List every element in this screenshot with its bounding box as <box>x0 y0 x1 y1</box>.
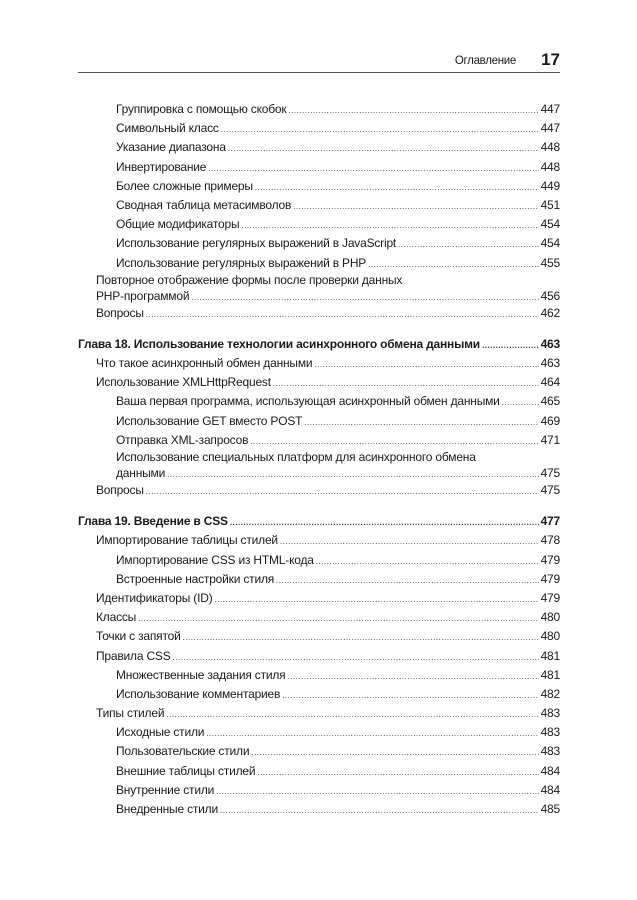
entry-page: 483 <box>540 706 560 721</box>
entry-title: Использование комментариев <box>116 686 281 701</box>
entry-page: 456 <box>540 288 560 303</box>
dot-leader <box>293 197 538 216</box>
entry-page: 475 <box>540 483 560 497</box>
entry-page: 451 <box>540 197 560 212</box>
page-number: 17 <box>541 50 560 69</box>
dot-leader <box>183 628 539 647</box>
entry-page: 463 <box>540 336 560 351</box>
entry-page: 479 <box>540 571 560 586</box>
dot-leader <box>146 482 539 501</box>
toc-entry <box>78 354 560 373</box>
entry-title: Использование GET вместо POST <box>116 413 303 428</box>
entry-page: 471 <box>540 432 560 447</box>
entry-page: 483 <box>540 725 560 740</box>
dot-leader <box>215 590 539 609</box>
dot-leader <box>288 101 538 120</box>
dot-leader <box>304 413 538 432</box>
toc-entry <box>78 431 560 450</box>
entry-title: Символьный класс <box>116 121 219 136</box>
entry-title: Ваша первая программа, использующая асинхронный обмен данными <box>116 394 500 409</box>
entry-title: Отправка XML-запросов <box>116 432 249 447</box>
entry-title: Идентификаторы (ID) <box>96 590 213 605</box>
dot-leader <box>273 374 539 393</box>
dot-leader <box>287 667 538 686</box>
toc-entry <box>78 481 560 500</box>
section-title: Оглавление <box>454 55 516 67</box>
dot-leader <box>276 571 539 590</box>
toc-entry <box>78 412 560 431</box>
dot-leader <box>221 120 539 139</box>
entry-page: 479 <box>540 590 560 605</box>
entry-page: 484 <box>540 782 560 797</box>
dot-leader <box>146 305 539 324</box>
dot-leader <box>316 552 539 571</box>
running-header <box>78 50 560 73</box>
toc-entry <box>78 304 560 323</box>
toc-entry <box>78 119 560 138</box>
entry-page: 448 <box>540 159 560 174</box>
entry-title: Вопросы <box>96 305 144 320</box>
toc-entry <box>78 234 560 253</box>
entry-title: Общие модификаторы <box>116 217 240 232</box>
entry-page: 469 <box>540 413 560 428</box>
entry-title: Внутренние стили <box>116 782 215 797</box>
dot-leader <box>368 255 538 274</box>
dot-leader <box>230 513 539 532</box>
toc-entry <box>78 196 560 215</box>
toc-entry <box>78 762 560 781</box>
dot-leader <box>241 216 538 235</box>
entry-title: Что такое асинхронный обмен данными <box>96 356 313 371</box>
entry-title: Классы <box>96 610 137 625</box>
toc-entry <box>78 177 560 196</box>
toc-entry <box>78 647 560 666</box>
entry-title: Глава 19. Введение в CSS <box>78 514 228 529</box>
dot-leader <box>314 355 538 374</box>
dot-leader <box>220 801 539 820</box>
dot-leader <box>191 290 538 306</box>
entry-page: 475 <box>540 466 560 480</box>
toc-entry <box>78 531 560 550</box>
entry-title: Использование регулярных выражений в PHP <box>116 255 367 270</box>
entry-page: 455 <box>540 255 560 270</box>
entry-title: Использование специальных платформ для асинхронного обмена <box>116 450 476 464</box>
dot-leader <box>206 724 538 743</box>
entry-page: 480 <box>540 629 560 644</box>
toc-entry <box>78 273 560 304</box>
entry-page: 454 <box>540 236 560 251</box>
entry-page: 481 <box>540 667 560 682</box>
entry-page: 464 <box>540 375 560 390</box>
toc-entry <box>78 627 560 646</box>
dot-leader <box>482 336 539 355</box>
entry-page: 447 <box>540 121 560 136</box>
dot-leader <box>228 139 539 158</box>
entry-title: Использование регулярных выражений в JavaScript <box>116 236 397 251</box>
entry-page: 477 <box>540 514 560 529</box>
entry-title-continued: PHP-программой <box>96 288 190 303</box>
dot-leader <box>502 393 539 412</box>
dot-leader <box>255 178 539 197</box>
entry-title: Использование XMLHttpRequest <box>96 375 271 390</box>
toc-entry <box>78 450 560 481</box>
entry-title: Указание диапазона <box>116 140 226 155</box>
entry-title: Группировка с помощью скобок <box>116 102 287 116</box>
toc-entry <box>78 685 560 704</box>
toc-entry <box>78 742 560 761</box>
entry-title: Типы стилей <box>96 706 165 721</box>
table-of-contents <box>78 100 560 819</box>
toc-entry <box>78 781 560 800</box>
entry-page: 483 <box>540 744 560 759</box>
entry-page: 463 <box>540 356 560 371</box>
toc-entry <box>78 800 560 819</box>
entry-title: Исходные стили <box>116 725 205 740</box>
toc-entry <box>78 589 560 608</box>
entry-title: Инвертирование <box>116 159 207 174</box>
toc-entry <box>78 723 560 742</box>
toc-entry <box>78 215 560 234</box>
entry-title: Внедренные стили <box>116 802 218 816</box>
entry-page: 448 <box>540 140 560 155</box>
entry-title: Внешние таблицы стилей <box>116 763 256 778</box>
entry-title-continued: данными <box>116 466 166 480</box>
entry-title: Глава 18. Использование технологии асинхронного обмена данными <box>78 336 480 351</box>
entry-title: Пользовательские стили <box>116 744 250 759</box>
entry-page: 454 <box>540 217 560 232</box>
dot-leader <box>250 432 538 451</box>
entry-title: Повторное отображение формы после проверки данных <box>96 272 403 287</box>
entry-title: Множественные задания стиля <box>116 667 286 682</box>
entry-title: Импортирование CSS из HTML-кода <box>116 552 314 567</box>
dot-leader <box>280 532 539 551</box>
toc-chapter <box>78 335 560 354</box>
entry-page: 447 <box>540 102 560 116</box>
toc-chapter <box>78 512 560 531</box>
toc-entry <box>78 138 560 157</box>
entry-title: Точки с запятой <box>96 629 181 644</box>
entry-title: Вопросы <box>96 483 144 497</box>
toc-entry <box>78 100 560 119</box>
entry-title: Сводная таблица метасимволов <box>116 197 292 212</box>
toc-entry <box>78 666 560 685</box>
toc-entry <box>78 373 560 392</box>
entry-page: 484 <box>540 763 560 778</box>
entry-title: Импортирование таблицы стилей <box>96 533 278 548</box>
entry-title: Встроенные настройки стиля <box>116 571 275 586</box>
entry-page: 480 <box>540 610 560 625</box>
entry-page: 482 <box>540 686 560 701</box>
dot-leader <box>166 705 538 724</box>
entry-page: 462 <box>540 305 560 320</box>
entry-page: 449 <box>540 178 560 193</box>
toc-entry <box>78 608 560 627</box>
entry-title: Более сложные примеры <box>116 178 253 193</box>
entry-title: Правила CSS <box>96 648 171 663</box>
dot-leader <box>173 648 539 667</box>
toc-entry <box>78 551 560 570</box>
dot-leader <box>257 763 538 782</box>
entry-page: 485 <box>540 802 560 816</box>
dot-leader <box>251 743 538 762</box>
toc-entry <box>78 254 560 273</box>
dot-leader <box>398 235 539 254</box>
entry-page: 465 <box>540 394 560 409</box>
entry-page: 481 <box>540 648 560 663</box>
dot-leader <box>138 609 538 628</box>
toc-entry <box>78 570 560 589</box>
toc-entry <box>78 392 560 411</box>
entry-page: 478 <box>540 533 560 548</box>
dot-leader <box>282 686 538 705</box>
entry-page: 479 <box>540 552 560 567</box>
toc-entry <box>78 158 560 177</box>
dot-leader <box>208 159 538 178</box>
toc-entry <box>78 704 560 723</box>
dot-leader <box>167 467 538 483</box>
dot-leader <box>216 782 538 801</box>
